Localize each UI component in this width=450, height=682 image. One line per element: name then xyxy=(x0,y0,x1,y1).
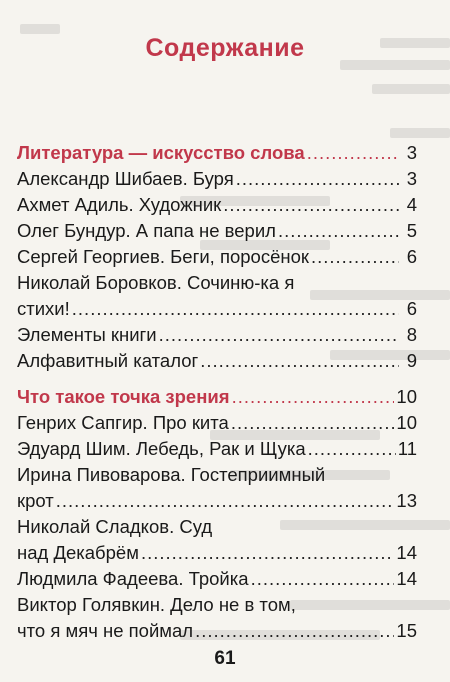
toc-section-title: Что такое точка зрения xyxy=(17,386,230,407)
toc-page-number: 10 xyxy=(396,412,417,433)
toc-entry-title-line2: над Декабрём xyxy=(17,542,139,563)
toc-leader-dots xyxy=(231,410,395,436)
table-of-contents xyxy=(17,140,417,644)
toc-entry-title-line1: Николай Сладков. Суд xyxy=(17,516,213,537)
toc-entry[interactable] xyxy=(17,410,417,436)
toc-entry-title: Алфавитный каталог xyxy=(17,350,199,371)
toc-section[interactable] xyxy=(17,384,417,410)
toc-entry[interactable] xyxy=(17,436,417,462)
toc-entry-title: Элементы книги xyxy=(17,324,157,345)
toc-leader-dots xyxy=(236,166,399,192)
toc-entry[interactable] xyxy=(17,322,417,348)
page-title: Содержание xyxy=(145,34,305,62)
toc-page-number: 10 xyxy=(396,386,417,407)
toc-page-number: 3 xyxy=(406,168,417,189)
toc-page-number: 3 xyxy=(406,142,417,163)
toc-leader-dots xyxy=(195,618,394,644)
toc-page-number: 8 xyxy=(406,324,417,345)
toc-entry-title: Людмила Фадеева. Тройка xyxy=(17,568,249,589)
toc-page-number: 13 xyxy=(396,490,417,511)
toc-entry-title-line1: Ирина Пивоварова. Гостеприимный xyxy=(17,464,326,485)
toc-entry[interactable] xyxy=(17,192,417,218)
toc-leader-dots xyxy=(159,322,399,348)
toc-page-number: 6 xyxy=(406,246,417,267)
toc-entry-title: Александр Шибаев. Буря xyxy=(17,168,234,189)
toc-leader-dots xyxy=(200,348,399,374)
toc-page-number: 15 xyxy=(396,620,417,641)
toc-entry[interactable] xyxy=(17,462,417,514)
toc-entry-title-line2: стихи! xyxy=(17,298,70,319)
toc-leader-dots xyxy=(141,540,394,566)
toc-entry[interactable] xyxy=(17,348,417,374)
toc-entry[interactable] xyxy=(17,566,417,592)
toc-page-number: 11 xyxy=(397,438,417,459)
toc-leader-dots xyxy=(223,192,399,218)
toc-leader-dots xyxy=(307,140,399,166)
toc-page-number: 14 xyxy=(396,568,417,589)
toc-section-title: Литература — искусство слова xyxy=(17,142,305,163)
page-number: 61 xyxy=(214,648,236,669)
toc-page-number: 9 xyxy=(406,350,417,371)
toc-entry[interactable] xyxy=(17,514,417,566)
toc-entry-title-line1: Виктор Голявкин. Дело не в том, xyxy=(17,594,296,615)
toc-entry[interactable] xyxy=(17,244,417,270)
toc-page-number: 6 xyxy=(406,298,417,319)
toc-entry[interactable] xyxy=(17,166,417,192)
toc-entry[interactable] xyxy=(17,270,417,322)
toc-page-number: 14 xyxy=(396,542,417,563)
toc-leader-dots xyxy=(56,488,395,514)
toc-entry-title: Генрих Сапгир. Про кита xyxy=(17,412,229,433)
toc-entry-title: Эдуард Шим. Лебедь, Рак и Щука xyxy=(17,438,306,459)
toc-entry-title: Олег Бундур. А папа не верил xyxy=(17,220,276,241)
toc-leader-dots xyxy=(278,218,399,244)
toc-entry[interactable] xyxy=(17,218,417,244)
toc-entry-title-line2: что я мяч не поймал xyxy=(17,620,194,641)
toc-entry-title-line1: Николай Боровков. Сочиню-ка я xyxy=(17,272,295,293)
toc-entry-title: Сергей Георгиев. Беги, поросёнок xyxy=(17,246,309,267)
section-gap xyxy=(17,374,417,384)
toc-leader-dots xyxy=(72,296,399,322)
toc-page-number: 4 xyxy=(406,194,417,215)
toc-leader-dots xyxy=(311,244,399,270)
toc-entry-title-line2: крот xyxy=(17,490,54,511)
toc-page-number: 5 xyxy=(406,220,417,241)
toc-section[interactable] xyxy=(17,140,417,166)
toc-leader-dots xyxy=(232,384,395,410)
toc-leader-dots xyxy=(251,566,395,592)
toc-entry[interactable] xyxy=(17,592,417,644)
toc-entry-title: Ахмет Адиль. Художник xyxy=(17,194,222,215)
toc-leader-dots xyxy=(308,436,396,462)
